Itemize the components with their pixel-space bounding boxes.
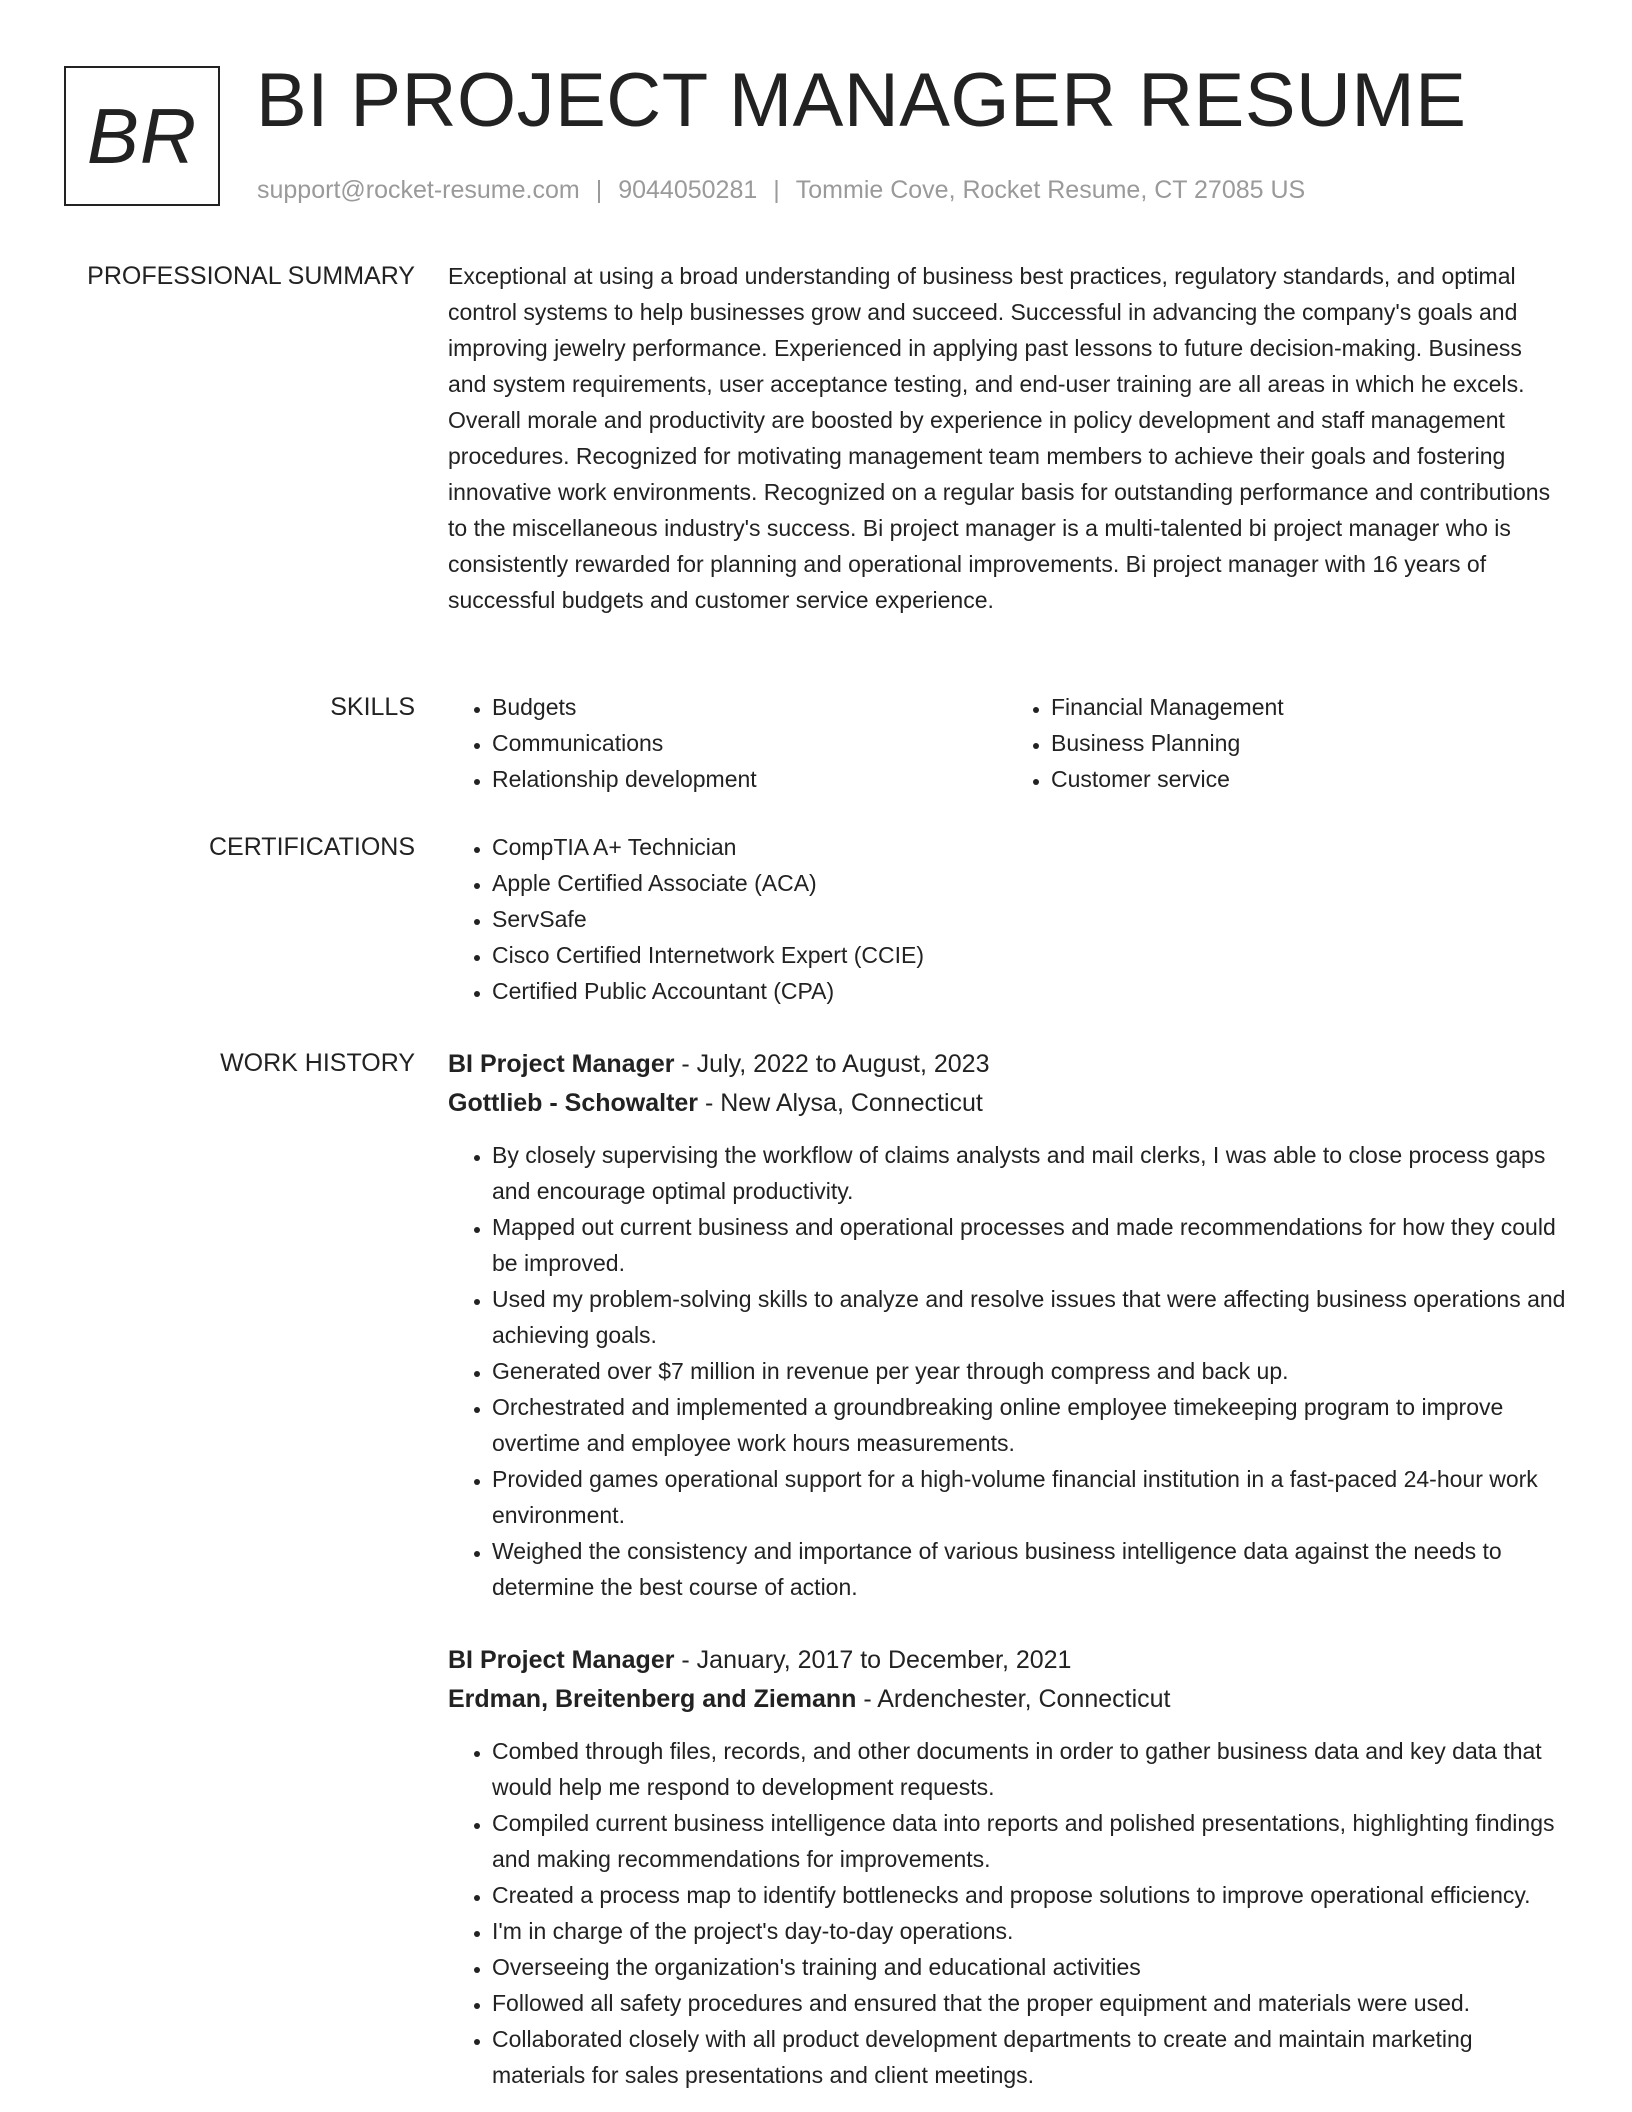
work-history-body	[448, 1045, 1566, 2093]
job-title-line	[448, 1045, 1566, 1084]
job-duties-list	[448, 1733, 1566, 2093]
skill-item: • Communications	[492, 725, 1007, 761]
job-duty-item: • By closely supervising the workflow of claims analysts and mail clerks, I was able to close process gaps and encourage optimal productivity.	[492, 1137, 1566, 1209]
job-location: - New Alysa, Connecticut	[698, 1089, 983, 1117]
skills-column-1	[448, 689, 1007, 797]
job-location: - Ardenchester, Connecticut	[856, 1685, 1171, 1713]
summary-heading: PROFESSIONAL SUMMARY	[87, 262, 415, 290]
certifications-heading: CERTIFICATIONS	[208, 833, 415, 861]
job-duty-item: • Mapped out current business and operational processes and made recommendations for how they could be improved.	[492, 1209, 1566, 1281]
certification-item: • Cisco Certified Internetwork Expert (CCIE)	[492, 937, 1566, 973]
certification-item: • ServSafe	[492, 901, 1566, 937]
job-duty-item: • Used my problem-solving skills to analyze and resolve issues that were affecting business operations and achieving goals.	[492, 1281, 1566, 1353]
job-title: BI Project Manager	[448, 1646, 675, 1674]
job-company: Gottlieb - Schowalter	[448, 1089, 699, 1117]
job-entry	[448, 1641, 1566, 2093]
job-duty-item: • Generated over $7 million in revenue per year through compress and back up.	[492, 1353, 1566, 1389]
contact-separator: |	[773, 176, 780, 204]
monogram-logo	[64, 66, 220, 206]
job-duty-item: • I'm in charge of the project's day-to-day operations.	[492, 1913, 1566, 1949]
job-title: BI Project Manager	[448, 1050, 675, 1078]
resume-title: BI PROJECT MANAGER RESUME	[256, 58, 1467, 143]
skills-body	[448, 689, 1566, 797]
job-dates: - July, 2022 to August, 2023	[674, 1050, 990, 1078]
certification-item: • Certified Public Accountant (CPA)	[492, 973, 1566, 1009]
job-dates: - January, 2017 to December, 2021	[674, 1646, 1072, 1674]
certification-item: • CompTIA A+ Technician	[492, 829, 1566, 865]
contact-address: Tommie Cove, Rocket Resume, CT 27085 US	[795, 176, 1306, 204]
job-company: Erdman, Breitenberg and Ziemann	[448, 1685, 857, 1713]
summary-text: Exceptional at using a broad understanding of business best practices, regulatory standards, and optimal control systems to help businesses grow and succeed. Successful in advancing the company's goals and improving jewelry performance. Experienced in applying past lessons to future decision-making. Business and system requirements, user acceptance testing, and end-user training are all areas in which he excels. Overall morale and productivity are boosted by experience in policy development and staff management procedures. Recognized for motivating management team members to achieve their goals and fostering innovative work environments. Recognized on a regular basis for outstanding performance and contributions to the miscellaneous industry's success. Bi project manager is a multi-talented bi project manager who is consistently rewarded for planning and operational improvements. Bi project manager with 16 years of successful budgets and customer service experience.	[448, 263, 1551, 613]
summary-body	[448, 258, 1566, 618]
contact-separator: |	[595, 176, 603, 204]
job-duties-list	[448, 1137, 1566, 1605]
job-company-line	[448, 1680, 1566, 1719]
contact-phone: 9044050281	[618, 176, 758, 204]
job-duty-item: • Provided games operational support for a high-volume financial institution in a fast-paced 24-hour work environment.	[492, 1461, 1566, 1533]
certification-item: • Apple Certified Associate (ACA)	[492, 865, 1566, 901]
job-duty-item: • Compiled current business intelligence data into reports and polished presentations, highlighting findings and making recommendations for improvements.	[492, 1805, 1566, 1877]
job-company-line	[448, 1084, 1566, 1123]
job-duty-item: • Overseeing the organization's training and educational activities	[492, 1949, 1566, 1985]
contact-line	[257, 176, 1305, 205]
job-duty-item: • Orchestrated and implemented a groundbreaking online employee timekeeping program to improve overtime and employee work hours measurements.	[492, 1389, 1566, 1461]
monogram-initials: BR	[86, 91, 198, 180]
job-entry	[448, 1045, 1566, 1605]
contact-email: support@rocket-resume.com	[257, 176, 580, 204]
skill-item: • Budgets	[492, 689, 1007, 725]
work-history-heading: WORK HISTORY	[220, 1049, 415, 1077]
skill-item: • Relationship development	[492, 761, 1007, 797]
job-duty-item: • Weighed the consistency and importance of various business intelligence data against the needs to determine the best course of action.	[492, 1533, 1566, 1605]
certifications-body	[448, 829, 1566, 1009]
job-duty-item: • Combed through files, records, and other documents in order to gather business data and key data that would help me respond to development requests.	[492, 1733, 1566, 1805]
skill-item: • Customer service	[1051, 761, 1566, 797]
certifications-list	[448, 829, 1566, 1009]
job-duty-item: • Collaborated closely with all product development departments to create and maintain marketing materials for sales presentations and client meetings.	[492, 2021, 1566, 2093]
skill-item: • Business Planning	[1051, 725, 1566, 761]
job-duty-item: • Followed all safety procedures and ensured that the proper equipment and materials were used.	[492, 1985, 1566, 2021]
job-duty-item: • Created a process map to identify bottlenecks and propose solutions to improve operational efficiency.	[492, 1877, 1566, 1913]
skill-item: • Financial Management	[1051, 689, 1566, 725]
job-title-line	[448, 1641, 1566, 1680]
skills-column-2	[1007, 689, 1566, 797]
skills-heading: SKILLS	[330, 693, 415, 721]
